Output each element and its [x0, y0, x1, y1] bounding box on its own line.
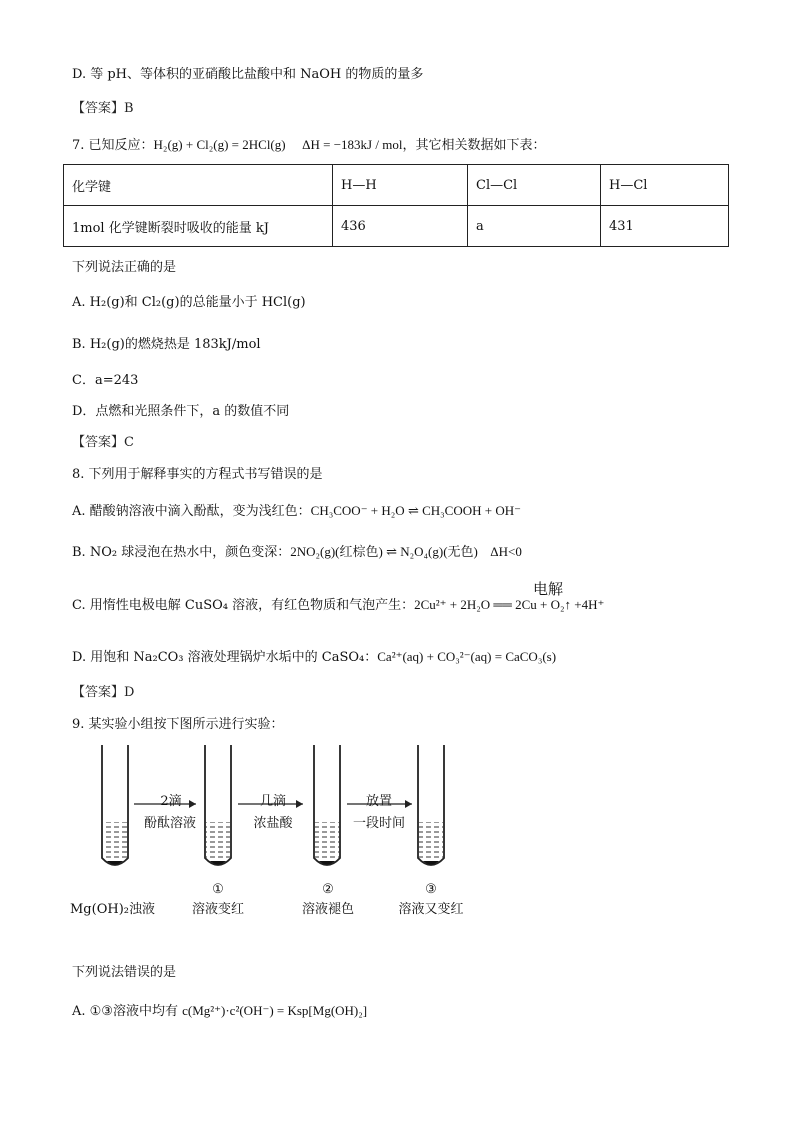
q7-answer-line: [72, 434, 134, 452]
electrolysis-condition: 电解: [533, 580, 564, 598]
test-tube-0: [102, 745, 128, 865]
q8-option-b-text: B. NO₂ 球浸泡在热水中，颜色变深：: [72, 545, 291, 560]
q9-option-a: [72, 1002, 367, 1021]
q7-option-d: D．点燃和光照条件下，a 的数值不同: [72, 404, 290, 419]
q7-option-c: C．a=243: [72, 373, 139, 388]
arrow-1-bottom-label: 酚酞溶液: [143, 816, 196, 831]
q8-answer: D: [124, 685, 135, 700]
q8-option-c-text: C. 用惰性电极电解 CuSO₄ 溶液，有红色物质和气泡产生：: [72, 598, 415, 613]
tube-3-label: 溶液又变红: [398, 902, 464, 917]
q7-equation: H₂(g) + Cl₂(g) = 2HCl(g): [153, 137, 286, 152]
answer-label: 【答案】: [72, 435, 125, 450]
q7-dh: ΔH = −183kJ / mol: [302, 137, 403, 152]
experiment-diagram: [90, 740, 490, 880]
tube-2-number: ②: [322, 882, 334, 897]
arrow-2-top-label: 几滴: [259, 794, 286, 809]
q8-option-b-eq: 2NO₂(g)(红棕色) ⇌ N₂O₄(g)(无色): [290, 544, 478, 559]
tube-0-label: Mg(OH)₂浊液: [70, 902, 155, 917]
q6-answer-line: [72, 100, 134, 118]
q6-answer: B: [124, 101, 134, 116]
test-tube-3: [418, 745, 444, 865]
q8-option-a-text: A. 醋酸钠溶液中滴入酚酞，变为浅红色：: [72, 504, 311, 519]
q9-stem: 9. 某实验小组按下图所示进行实验：: [72, 717, 284, 732]
q8-option-b: [72, 543, 522, 562]
q7-stem-prefix: 7. 已知反应：: [72, 138, 154, 153]
bond-energy-table: [63, 164, 729, 247]
q7-option-b: B. H₂(g)的燃烧热是 183kJ/mol: [72, 337, 261, 352]
tube-3-number: ③: [425, 882, 437, 897]
q7-option-a: A. H₂(g)和 Cl₂(g)的总能量小于 HCl(g): [72, 295, 306, 310]
table-cell: a: [468, 206, 601, 247]
arrow-2-bottom-label: 浓盐酸: [253, 816, 293, 831]
table-cell: 1mol 化学键断裂时吸收的能量 kJ: [64, 206, 333, 247]
table-cell: 431: [601, 206, 729, 247]
q8-option-c: [72, 596, 604, 615]
answer-label: 【答案】: [72, 101, 125, 116]
arrow-3-bottom-label: 一段时间: [352, 816, 405, 831]
q8-option-c-eq: 2Cu²⁺ + 2H₂O ══ 2Cu + O₂↑ +4H⁺: [414, 597, 605, 612]
q8-stem: 8. 下列用于解释事实的方程式书写错误的是: [72, 467, 323, 482]
table-cell: Cl—Cl: [468, 165, 601, 206]
test-tube-2: [314, 745, 340, 865]
table-cell: 化学键: [64, 165, 333, 206]
table-row: [64, 206, 729, 247]
arrow-3-top-label: 放置: [365, 794, 392, 809]
q7-stem: [72, 136, 545, 155]
arrow-1-top-label: 2滴: [160, 794, 182, 809]
tube-1-label: 溶液变红: [191, 902, 244, 917]
q6-option-d: D. 等 pH、等体积的亚硝酸比盐酸中和 NaOH 的物质的量多: [72, 67, 424, 82]
tube-2-label: 溶液褪色: [301, 902, 354, 917]
table-cell: H—H: [333, 165, 468, 206]
q9-question: 下列说法错误的是: [72, 965, 177, 980]
q8-option-a: [72, 502, 521, 521]
q8-option-d-eq: Ca²⁺(aq) + CO₃²⁻(aq) = CaCO₃(s): [377, 649, 557, 664]
q8-option-a-eq: CH₃COO⁻ + H₂O ⇌ CH₃COOH + OH⁻: [310, 503, 521, 518]
q8-option-d: [72, 648, 556, 667]
q9-option-a-eq: c(Mg²⁺)·c²(OH⁻) = Ksp[Mg(OH)₂]: [182, 1003, 368, 1018]
q7-question: 下列说法正确的是: [72, 260, 177, 275]
tube-1-number: ①: [212, 882, 224, 897]
q8-answer-line: [72, 684, 134, 702]
q7-answer: C: [124, 435, 134, 450]
test-tube-1: [205, 745, 231, 865]
q9-option-a-text: A. ①③溶液中均有: [72, 1004, 178, 1019]
table-cell: 436: [333, 206, 468, 247]
q8-option-b-dh: ΔH<0: [490, 544, 522, 559]
table-cell: H—Cl: [601, 165, 729, 206]
q7-stem-suffix: ，其它相关数据如下表：: [402, 138, 546, 153]
answer-label: 【答案】: [72, 685, 125, 700]
table-row: [64, 165, 729, 206]
q8-option-d-text: D. 用饱和 Na₂CO₃ 溶液处理锅炉水垢中的 CaSO₄：: [72, 650, 378, 665]
